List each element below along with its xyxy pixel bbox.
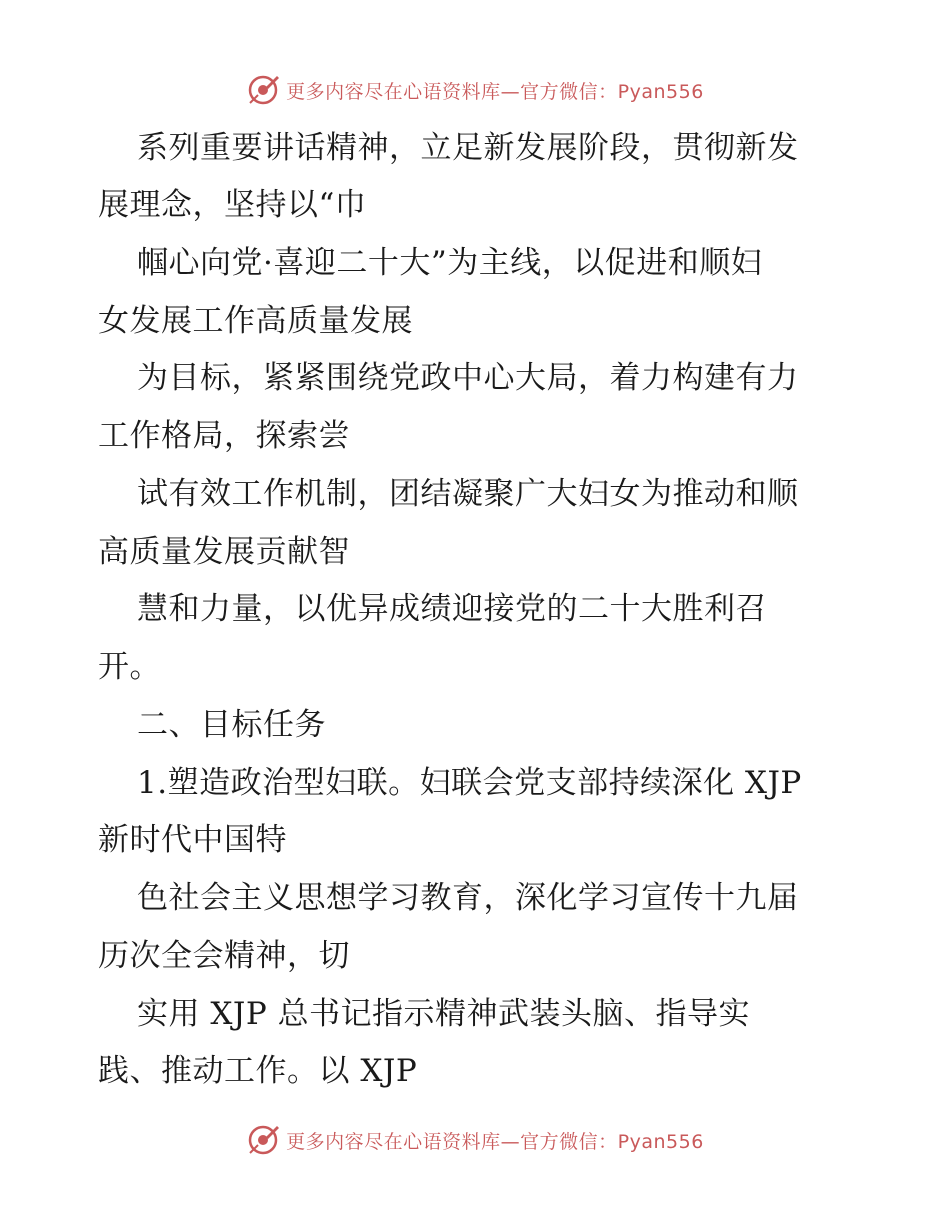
text-line: 为目标，紧紧围绕党政中心大局，着力构建有力 <box>137 360 799 396</box>
text-line: 色社会主义思想学习教育，深化学习宣传十九届 <box>137 880 799 916</box>
text-line: 历次全会精神，切 <box>98 938 350 974</box>
header-banner-text: 更多内容尽在心语资料库—官方微信：Pyan556 <box>286 80 704 103</box>
text-line: 帼心向党·喜迎二十大”为主线，以促进和顺妇 <box>137 245 763 281</box>
text-line: 系列重要讲话精神，立足新发展阶段，贯彻新发 <box>137 130 799 166</box>
red-quill-logo-icon <box>246 1123 280 1157</box>
text-line: 慧和力量，以优异成绩迎接党的二十大胜利召 <box>137 591 767 627</box>
red-quill-logo-icon <box>246 73 280 107</box>
text-line: 开。 <box>98 649 161 685</box>
text-line: 工作格局，探索尝 <box>98 418 350 454</box>
text-line: 试有效工作机制，团结凝聚广大妇女为推动和顺 <box>137 476 799 512</box>
text-line: 新时代中国特 <box>98 822 287 858</box>
text-line: 展理念，坚持以“巾 <box>98 187 367 223</box>
text-line: 1.塑造政治型妇联。妇联会党支部持续深化 XJP <box>137 765 802 801</box>
text-line: 高质量发展贡献智 <box>98 534 350 570</box>
footer-banner <box>0 1120 950 1160</box>
header-banner <box>0 70 950 110</box>
footer-banner-text: 更多内容尽在心语资料库—官方微信：Pyan556 <box>286 1130 704 1153</box>
text-line: 践、推动工作。以 XJP <box>98 1053 418 1089</box>
text-line: 女发展工作高质量发展 <box>98 303 413 339</box>
section-heading: 二、目标任务 <box>137 707 326 743</box>
text-line: 实用 XJP 总书记指示精神武装头脑、指导实 <box>137 996 751 1032</box>
